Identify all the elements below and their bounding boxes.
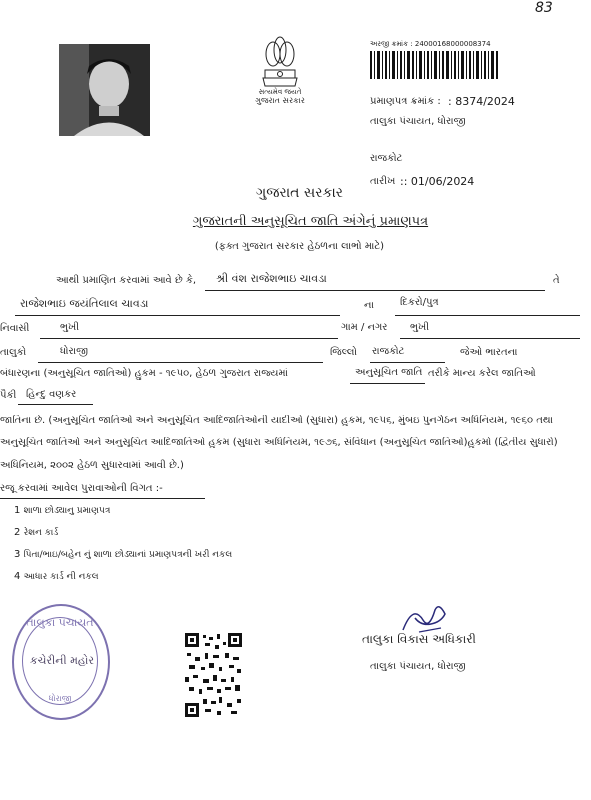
documents-heading: રજૂ કરવામાં આવેલ પુરાવાઓની વિગત :- bbox=[0, 483, 163, 494]
village-label: ગામ / નગર bbox=[341, 322, 388, 333]
father-name: રાજેશભાઇ જયંતિલાલ ચાવડા bbox=[20, 297, 149, 310]
line5-prefix: બંધારણના (અનુસૂચિત જાતિઓ) હુકમ - ૧૯૫૦, હેઠળ ગુજરાત રાજ્યમાં bbox=[0, 368, 288, 379]
seal-inner-text: કચેરીની મહોર bbox=[29, 654, 95, 667]
barcode bbox=[370, 51, 500, 79]
district-label: જિલ્લો bbox=[330, 347, 357, 358]
taluka-value: ધોરાજી bbox=[60, 346, 88, 357]
resident-label: નિવાસી bbox=[0, 323, 30, 334]
certificate-number: : 8374/2024 bbox=[448, 95, 515, 108]
issue-date: :: 01/06/2024 bbox=[400, 175, 475, 188]
emblem-icon bbox=[255, 28, 305, 88]
line4-suffix: જેઓ ભારતના bbox=[460, 347, 518, 358]
certificate-number-label: પ્રમાણપત્ર ક્રમાંક : bbox=[370, 96, 441, 107]
list-item: 4 આધાર કાર્ડ ની નકલ bbox=[14, 571, 99, 582]
application-number: અરજી ક્રમાંક : 24000168000008374 bbox=[370, 40, 491, 48]
seal-outer-text: તાલુકા પંચાયત bbox=[26, 616, 94, 629]
seal-bottom-text: ધોરાજી bbox=[48, 694, 72, 703]
signatory-office: તાલુકા પંચાયત, ધોરાજી bbox=[370, 661, 466, 672]
resident-value: ભુખી bbox=[60, 322, 80, 333]
emblem-caption-2: ગુજરાત સરકાર bbox=[255, 96, 305, 105]
line6-prefix: પૈકી bbox=[0, 390, 17, 401]
relation: દિકરો/પુત્ર bbox=[400, 297, 439, 308]
issuer-header: તાલુકા પંચાયત, ધોરાજી bbox=[370, 116, 466, 127]
signatory-title: તાલુકા વિકાસ અધિકારી bbox=[362, 632, 476, 646]
government-title: ગુજરાત સરકાર bbox=[256, 185, 343, 201]
legal-paragraph-line-3: અધિનિયમ, ૨૦૦૨ હેઠળ સુધારવામાં આવી છે.) bbox=[0, 460, 184, 471]
line1-suffix: તે bbox=[553, 275, 560, 286]
legal-paragraph-line-2: અનુસૂચિત જાતિઓ અને અનુસૂચિત આદિજાતિઓ હુકમ (સુધારા અધિનિયમ, ૧૯૭૬, સંવિધાન (અનુસૂચિત જાતિઓ)હુકમો (દ્વિતીય સુધારો) bbox=[0, 437, 558, 448]
list-item: 3 પિતા/ભાઇ/બહેન નું શાળા છોડ્યાનાં પ્રમાણપત્રની ખરી નકલ bbox=[14, 549, 233, 560]
certificate-subtitle: (ફક્ત ગુજરાત સરકાર હેઠળના લાભો માટે) bbox=[214, 241, 385, 252]
line1-prefix: આથી પ્રમાણિત કરવામાં આવે છે કે, bbox=[56, 275, 197, 286]
applicant-name: શ્રી વંશ રાજેશભાઇ ચાવડા bbox=[216, 272, 327, 285]
na-label: ના bbox=[364, 300, 374, 311]
taluka-label: તાલુકો bbox=[0, 347, 27, 358]
applicant-photo bbox=[59, 44, 150, 136]
legal-paragraph-line-1: જાતિના છે. (અનુસૂચિત જાતિઓ અને અનુસૂચિત આદિજાતિઓની યાદીઓ (સુધારા) હુકમ, ૧૯૫૬, મુંબઇ પુનર્ગઠન અધિનિયમ, ૧૯૬૦ તથા bbox=[0, 415, 553, 426]
district-value: રાજકોટ bbox=[372, 346, 405, 357]
emblem-caption-1: સત્યમેવ જયતે bbox=[258, 88, 302, 96]
date-label: તારીખ bbox=[370, 176, 396, 187]
place: રાજકોટ bbox=[370, 153, 403, 164]
corner-mark: 83 bbox=[535, 0, 553, 16]
caste: હિન્દુ વણકર bbox=[26, 389, 77, 400]
certificate-title: ગુજરાતની અનુસૂચિત જાતિ અંગેનું પ્રમાણપત્ર bbox=[192, 214, 429, 229]
line5-suffix: તરીકે માન્ય કરેલ જાતિઓ bbox=[428, 368, 536, 379]
list-item: 2 રેશન કાર્ડ bbox=[14, 527, 59, 538]
list-item: 1 શાળા છોડ્યાનુ પ્રમાણપત્ર bbox=[14, 505, 111, 516]
category: અનુસૂચિત જાતિ bbox=[355, 367, 423, 378]
village-value: ભુખી bbox=[410, 322, 430, 333]
qr-code bbox=[185, 633, 242, 717]
